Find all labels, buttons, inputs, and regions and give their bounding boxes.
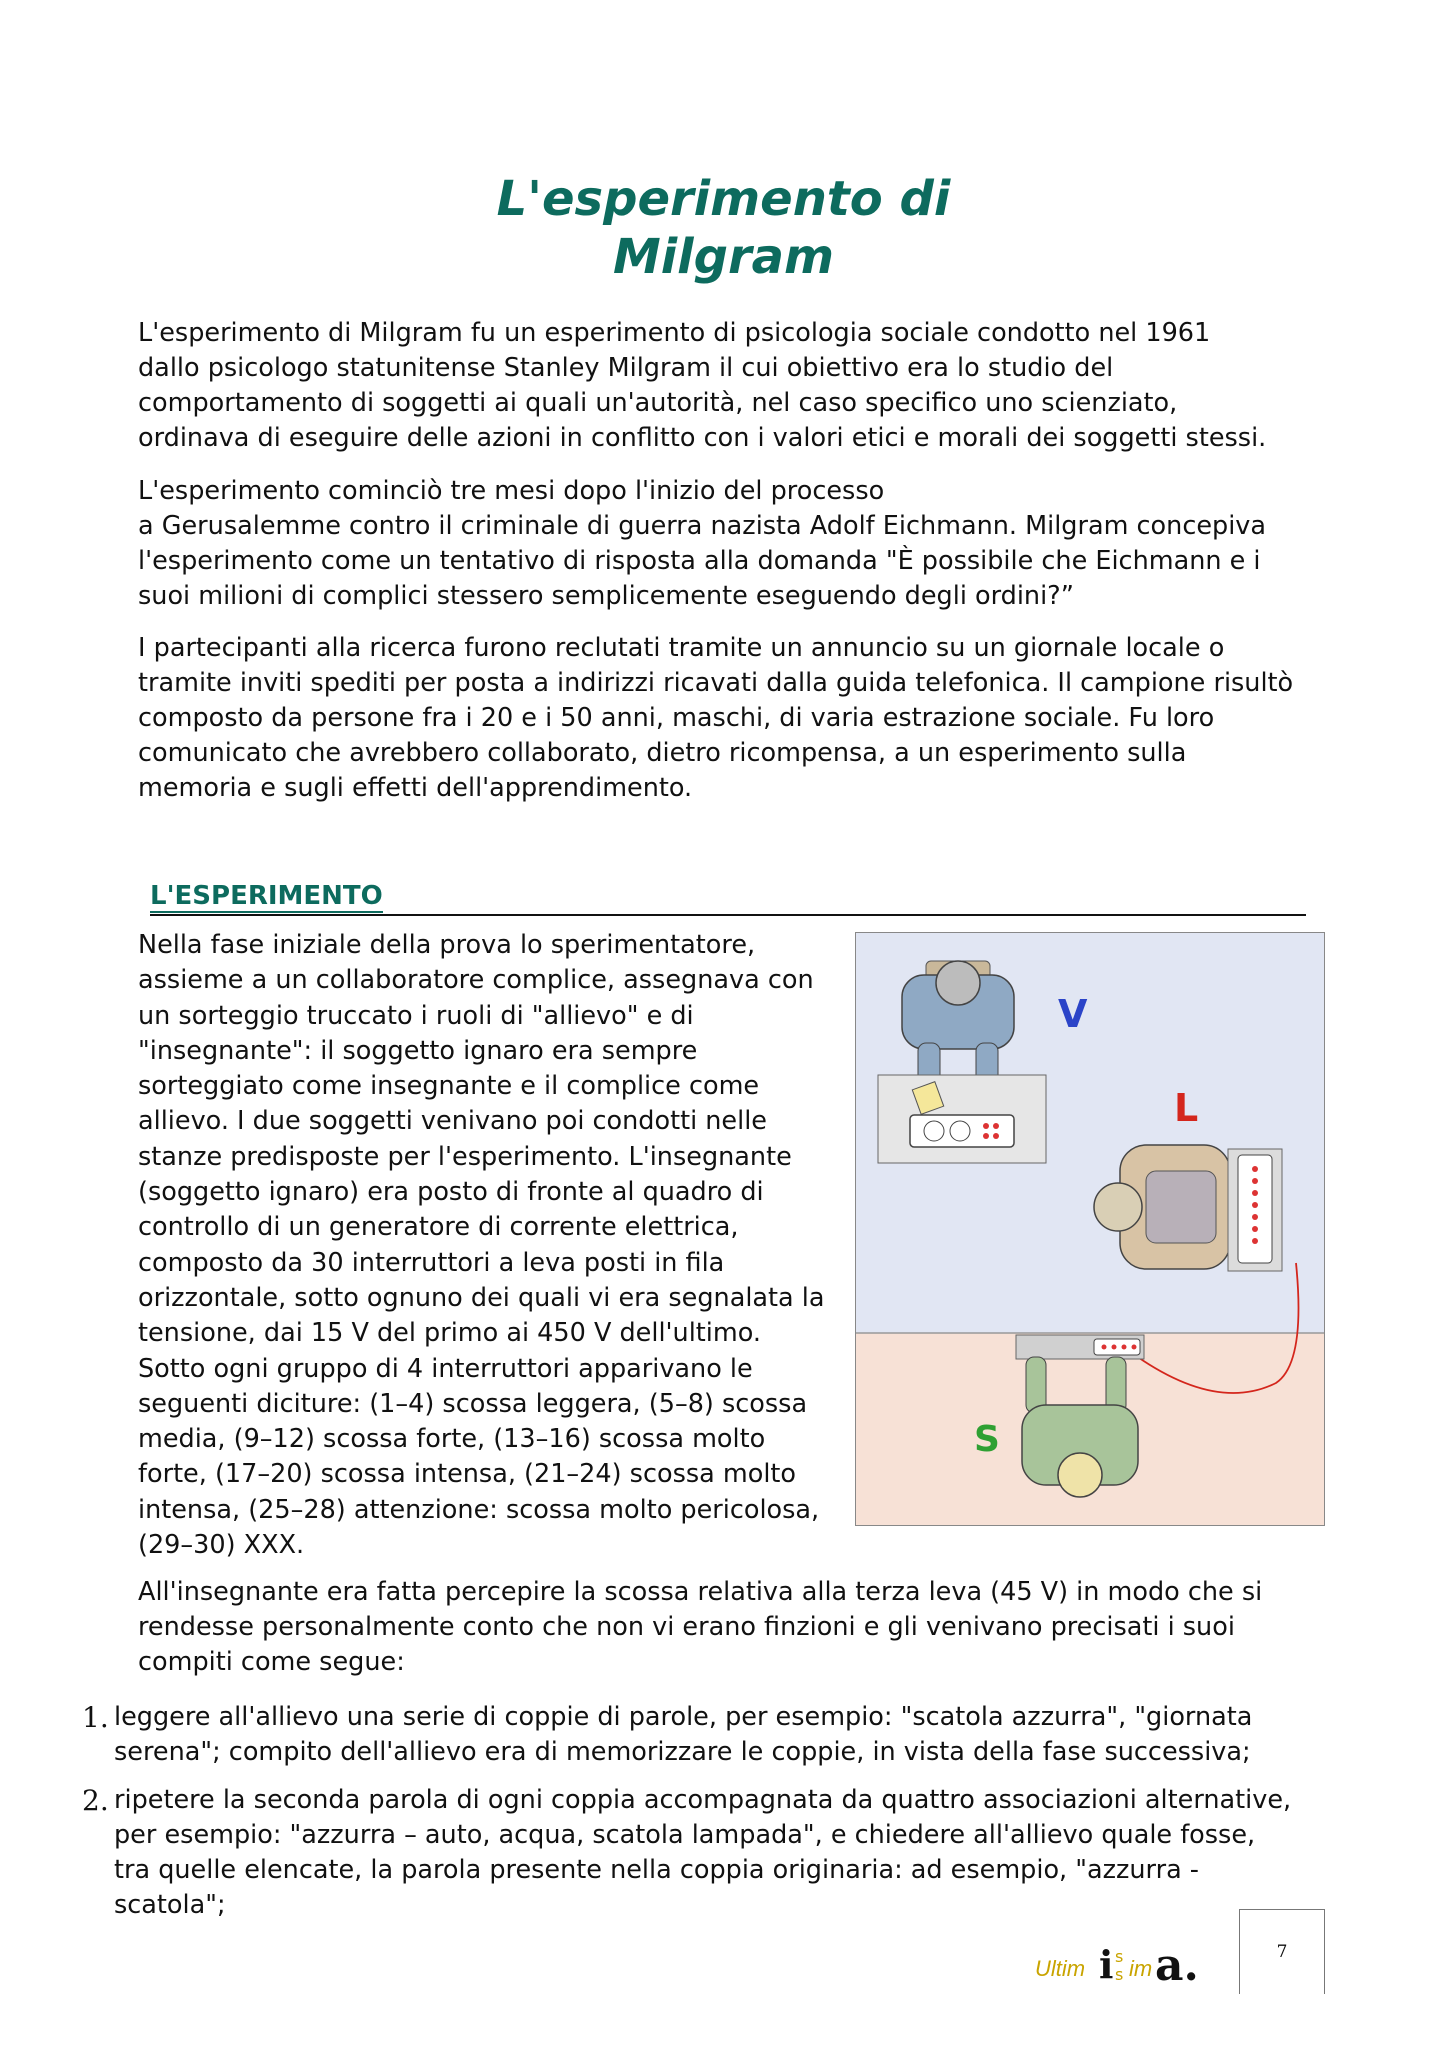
after-figure-paragraph: All'insegnante era fatta percepire la scossa relativa alla terza leva (45 V) in modo che si rendesse personalmente conto che non vi erano finzioni e gli venivano precisati i suoi compiti come segue: (138, 1577, 1263, 1677)
svg-text:s: s (1115, 1965, 1124, 1984)
label-s: S (974, 1419, 1000, 1460)
ultimissima-logo (1033, 1938, 1228, 1988)
milgram-experiment-diagram (855, 932, 1325, 1526)
section-heading: L'ESPERIMENTO (150, 881, 383, 911)
svg-text:i: i (1099, 1942, 1114, 1987)
label-v: V (1058, 992, 1088, 1036)
list-number: 1. (82, 1701, 109, 1734)
learner-figure (1094, 1145, 1282, 1271)
intro-paragraph-1: L'esperimento di Milgram fu un esperimento di psicologia sociale condotto nel 1961 dallo psicologo statunitense Stanley Milgram il cui obiettivo era lo studio del comportamento di soggetti ai quali un'autorità, nel caso specifico uno scienziato, ordinava di eseguire delle azioni in conflitto con i valori etici e morali dei soggetti stessi. (138, 318, 1267, 453)
svg-text:im: im (1129, 1956, 1153, 1981)
list-number: 2. (82, 1784, 109, 1817)
svg-text:s: s (1115, 1947, 1124, 1966)
section-heading-rule (150, 876, 1306, 916)
experiment-paragraph: Nella fase iniziale della prova lo sperimentatore, assieme a un collaboratore complice, assegnava con un sorteggio truccato i ruoli di "allievo" e di "insegnante": il soggetto ignaro era sempre sorteggiato come insegnante e il complice come allievo. I due soggetti venivano poi condotti nelle stanze predisposte per l'esperimento. L'insegnante (soggetto ignaro) era posto di fronte al quadro di controllo di un generatore di corrente elettrica, composto da 30 interruttori a leva posti in fila orizzontale, sotto ognuno dei quali vi era segnalata la tensione, dai 15 V del primo ai 450 V dell'ultimo. Sotto ogni gruppo di 4 interruttori apparivano le seguenti diciture: (1–4) scossa leggera, (5–8) scossa media, (9–12) scossa forte, (13–16) scossa molto forte, (17–20) scossa intensa, (21–24) scossa molto intensa, (25–28) attenzione: scossa molto pericolosa, (29–30) XXX. (138, 930, 825, 1561)
intro-paragraph-2: L'esperimento cominciò tre mesi dopo l'inizio del processo a Gerusalemme contro il criminale di guerra nazista Adolf Eichmann. Milgram concepiva l'esperimento come un tentativo di risposta alla domanda "È possibile che Eichmann e i suoi milioni di complici stessero semplicemente eseguendo degli ordini?” (138, 476, 1267, 611)
intro-paragraph-3: I partecipanti alla ricerca furono reclutati tramite un annuncio su un giornale locale o tramite inviti spediti per posta a indirizzi ricavati dalla guida telefonica. Il campione risultò composto da persone fra i 20 e i 50 anni, maschi, di varia estrazione sociale. Fu loro comunicato che avrebbero collaborato, dietro ricompensa, a un esperimento sulla memoria e sugli effetti dell'apprendimento. (138, 633, 1294, 803)
label-l: L (1174, 1086, 1199, 1130)
teacher-figure (1016, 1335, 1144, 1497)
svg-text:a.: a. (1155, 1940, 1199, 1988)
page-number: 7 (1276, 1942, 1288, 1962)
page-number-box (1239, 1909, 1325, 1994)
title-line-2: Milgram (612, 229, 835, 286)
svg-text:Ultim: Ultim (1035, 1956, 1086, 1981)
page-title (0, 170, 1447, 286)
experimenter-desk (878, 1075, 1046, 1163)
title-line-1: L'esperimento di (496, 171, 951, 228)
